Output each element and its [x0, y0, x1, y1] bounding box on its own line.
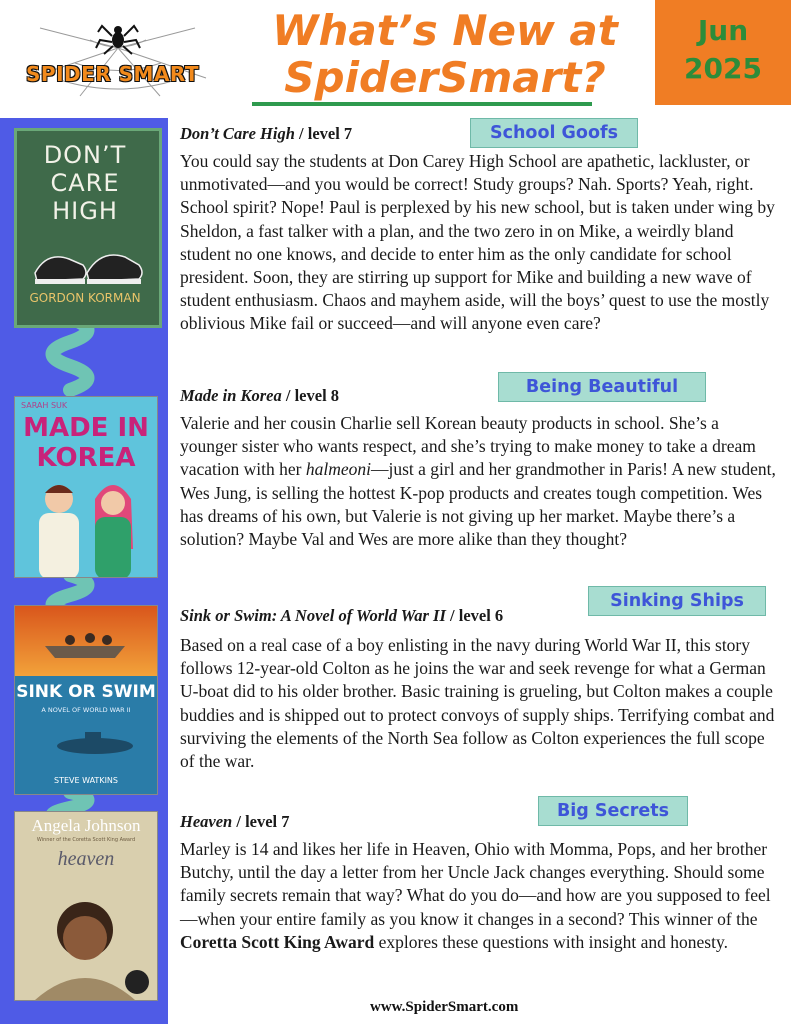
book-description-sink-or-swim: Based on a real case of a boy enlisting in the navy during World War II, this story follows 12-year-old Colton as he joins the war and seek revenge for what a German U-boat did to his older brother. Basic training is grueling, but Colton makes a couple buddies and is shipped out to protect convoys of supply ships. Terrifying combat and surviving the elements of the North Sea follow as Colton experiences the full scope of the war.	[180, 635, 775, 772]
book-description-heaven: Marley is 14 and likes her life in Heaven, Ohio with Momma, Pops, and her brother Butchy, until the day a letter from her Uncle Jack changes everything. Should some family secrets remain that way? What do you do—and how are you supposed to feel—when your entire family as you know it changes in a second? This winner of the Coretta Scott King Award explores these questions with insight and honesty.	[180, 839, 771, 952]
book-title-sink-or-swim: Sink or Swim: A Novel of World War II / level 6	[180, 606, 504, 625]
cover-heaven[interactable]	[14, 811, 158, 1001]
girl-portrait	[15, 890, 157, 1000]
issue-month: Jun	[697, 14, 749, 47]
cover-title: MADE IN KOREA	[23, 413, 149, 473]
newsletter-title-line-1: What’s New at	[272, 6, 618, 55]
sneakers-icon	[17, 243, 159, 293]
submarine-icon	[15, 724, 157, 764]
newsletter-title-line-2: SpiderSmart?	[284, 53, 606, 102]
cover-award-line: Winner of the Coretta Scott King Award	[36, 837, 136, 843]
page-header	[0, 0, 791, 113]
book-description-dont-care-high: You could say the students at Don Carey High School are apathetic, lackluster, or unmotivated—and you would be correct! Study groups? Nah. Sports? Yeah, right. School spirit? Nope! Paul is perplexed by his new school, but is taken under wing by Sheldon, a fast talker with a plan, and the two zero in on Mike, a weirdly bland student no one knows, and decide to enter him as the only candidate for school president. Soon, they are stirring up support for Mike and building a new wave of student enthusiasm. Chaos and mayhem aside, will the boys’ quest to use the mostly oblivious Mike fail or succeed—and will anyone even care?	[180, 151, 775, 334]
cover-author: STEVE WATKINS	[54, 776, 118, 785]
cover-subtitle: A NOVEL OF WORLD WAR II	[41, 706, 131, 714]
book-title-dont-care-high: Don’t Care High / level 7	[180, 124, 353, 143]
cover-title: SINK OR SWIM	[16, 682, 156, 702]
cover-sink-or-swim[interactable]	[14, 605, 158, 795]
book-cover-sidebar	[0, 118, 168, 1024]
cover-dont-care-high[interactable]	[14, 128, 162, 328]
two-teens-illustration	[15, 479, 157, 578]
theme-tag-big-secrets: Big Secrets	[538, 796, 688, 826]
theme-tag-sinking-ships: Sinking Ships	[588, 586, 766, 616]
issue-year: 2025	[684, 52, 762, 85]
award-seal-icon	[125, 970, 149, 994]
theme-tag-school-goofs: School Goofs	[470, 118, 638, 148]
cover-author: GORDON KORMAN	[29, 291, 141, 305]
issue-date-box	[655, 0, 791, 105]
cover-author: Angela Johnson	[31, 816, 141, 835]
theme-tag-being-beautiful: Being Beautiful	[498, 372, 706, 402]
book-title-made-in-korea: Made in Korea / level 8	[180, 386, 340, 405]
title-underline	[252, 102, 592, 106]
spidersmart-logo[interactable]	[20, 18, 216, 98]
spider-web-icon	[20, 18, 216, 98]
squiggle-decoration	[30, 318, 140, 398]
cover-made-in-korea[interactable]	[14, 396, 158, 578]
lifeboat-icon	[15, 624, 157, 664]
cover-author: SARAH SUK	[21, 401, 68, 410]
cover-title: DON’T CARE HIGH	[43, 141, 127, 225]
book-description-made-in-korea: Valerie and her cousin Charlie sell Korean beauty products in school. She’s a younger sister who wants respect, and she’s trying to make money to take a dream vacation with her halmeoni—just a girl and her grandmother in Paris! A new student, Wes Jung, is selling the hottest K-pop products and creates tough competition. Wes has dreams of his own, but Valerie is not giving up her market. Maybe there’s a solution? Maybe Val and Wes are more alike than they thought?	[180, 413, 776, 550]
spider-icon	[96, 26, 140, 54]
logo-wordmark: SPIDER SMART	[26, 62, 200, 86]
footer-website-link[interactable]: www.SpiderSmart.com	[370, 999, 519, 1015]
book-title-heaven: Heaven / level 7	[180, 812, 290, 831]
cover-title: heaven	[57, 848, 115, 870]
